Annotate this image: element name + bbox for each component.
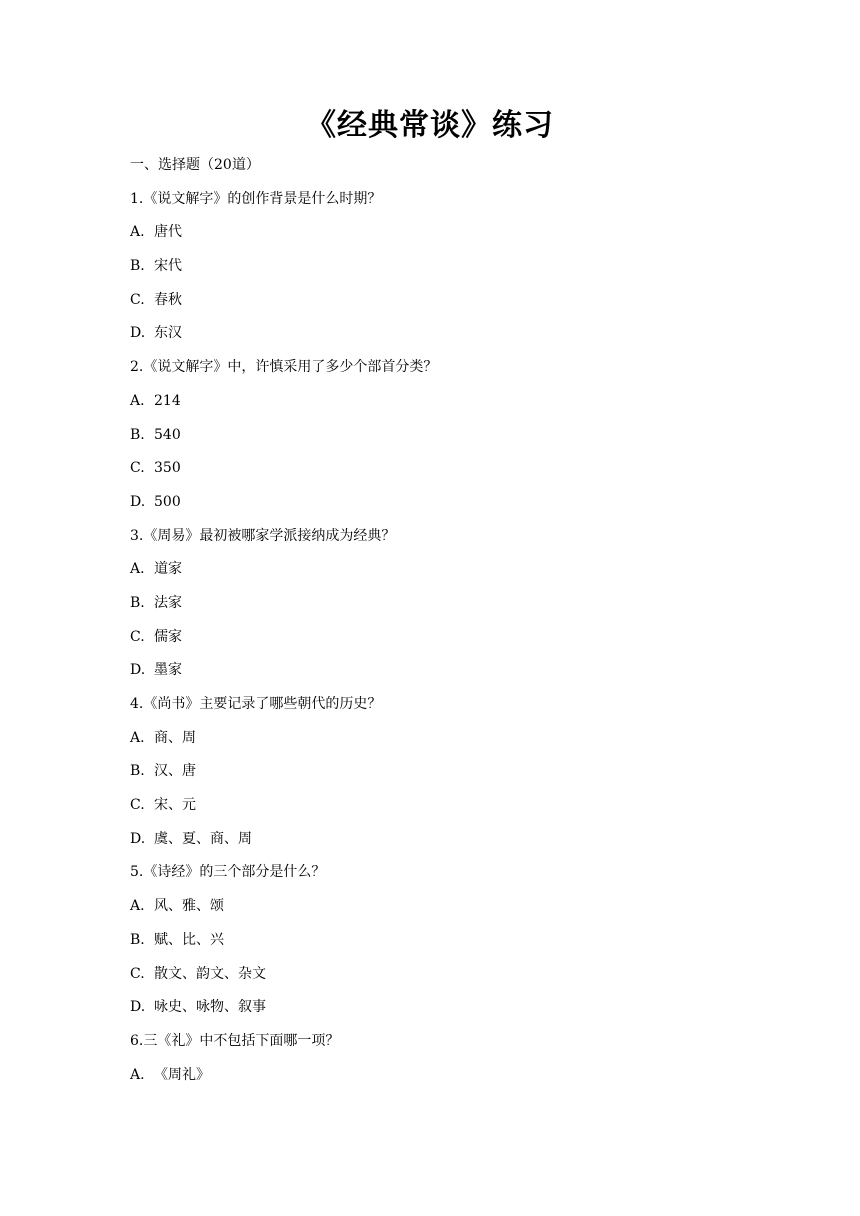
- question-stem: 6.三《礼》中不包括下面哪一项？: [130, 1032, 340, 1049]
- option-letter: C.: [130, 628, 145, 645]
- option-letter: A.: [130, 392, 145, 409]
- option-text: 赋、比、兴: [154, 931, 224, 948]
- question-stem: 3.《周易》最初被哪家学派接纳成为经典？: [130, 527, 396, 544]
- option-item: [130, 964, 750, 984]
- option-text: 散文、韵文、杂文: [154, 965, 266, 982]
- option-text: 唐代: [154, 224, 182, 241]
- option-letter: A.: [130, 561, 145, 578]
- option-item: [130, 795, 750, 815]
- option-item: [130, 660, 750, 680]
- option-text: 咏史、咏物、叙事: [154, 999, 266, 1016]
- question-stem: 4.《尚书》主要记录了哪些朝代的历史？: [130, 696, 382, 712]
- option-letter: A.: [130, 898, 145, 915]
- option-item: [130, 391, 750, 411]
- option-text: 540: [154, 426, 181, 443]
- option-item: [130, 290, 750, 310]
- option-text: 春秋: [154, 291, 182, 308]
- option-letter: D.: [130, 493, 146, 510]
- option-item: [130, 492, 750, 512]
- option-letter: D.: [130, 325, 146, 342]
- option-item: [130, 222, 750, 242]
- option-text: 350: [154, 460, 181, 477]
- option-item: [130, 896, 750, 916]
- option-text: 汉、唐: [154, 763, 196, 780]
- option-letter: B.: [130, 931, 145, 948]
- option-text: 《周礼》: [154, 1066, 210, 1083]
- option-text: 墨家: [154, 662, 182, 679]
- option-item: [130, 627, 750, 647]
- option-letter: B.: [130, 258, 145, 275]
- option-item: [130, 997, 750, 1017]
- option-item: [130, 1065, 750, 1085]
- option-letter: B.: [130, 763, 145, 780]
- option-text: 法家: [154, 594, 182, 611]
- option-text: 儒家: [154, 628, 182, 645]
- option-letter: C.: [130, 460, 145, 477]
- option-letter: C.: [130, 291, 145, 308]
- option-letter: D.: [130, 662, 146, 679]
- option-letter: B.: [130, 594, 145, 611]
- option-item: [130, 761, 750, 781]
- option-letter: C.: [130, 797, 145, 814]
- option-item: [130, 593, 750, 613]
- option-item: [130, 256, 750, 276]
- section-heading: 一、选择题（20道）: [130, 157, 260, 173]
- option-item: [130, 559, 750, 579]
- option-item: [130, 323, 750, 343]
- option-item: [130, 728, 750, 748]
- option-letter: D.: [130, 830, 146, 847]
- document-title: 《经典常谈》练习: [306, 108, 554, 143]
- option-item: [130, 425, 750, 445]
- option-text: 虞、夏、商、周: [154, 830, 252, 847]
- question-stem: 1.《说文解字》的创作背景是什么时期？: [130, 190, 382, 207]
- question-stem: 2.《说文解字》中，许慎采用了多少个部首分类？: [130, 359, 438, 376]
- option-text: 商、周: [154, 729, 196, 746]
- option-letter: A.: [130, 224, 145, 241]
- option-text: 道家: [154, 561, 182, 578]
- question-stem: 5.《诗经》的三个部分是什么？: [130, 864, 326, 881]
- option-letter: A.: [130, 729, 145, 746]
- option-text: 宋代: [154, 258, 182, 275]
- option-letter: C.: [130, 965, 145, 982]
- option-text: 东汉: [154, 325, 182, 342]
- option-text: 风、雅、颂: [154, 898, 224, 915]
- option-letter: A.: [130, 1066, 145, 1083]
- option-item: [130, 930, 750, 950]
- option-letter: D.: [130, 999, 146, 1016]
- option-letter: B.: [130, 426, 145, 443]
- option-text: 214: [154, 392, 181, 409]
- option-item: [130, 458, 750, 478]
- option-text: 500: [154, 493, 181, 510]
- option-item: [130, 829, 750, 849]
- option-text: 宋、元: [154, 797, 196, 814]
- exercise-content: [130, 155, 750, 1098]
